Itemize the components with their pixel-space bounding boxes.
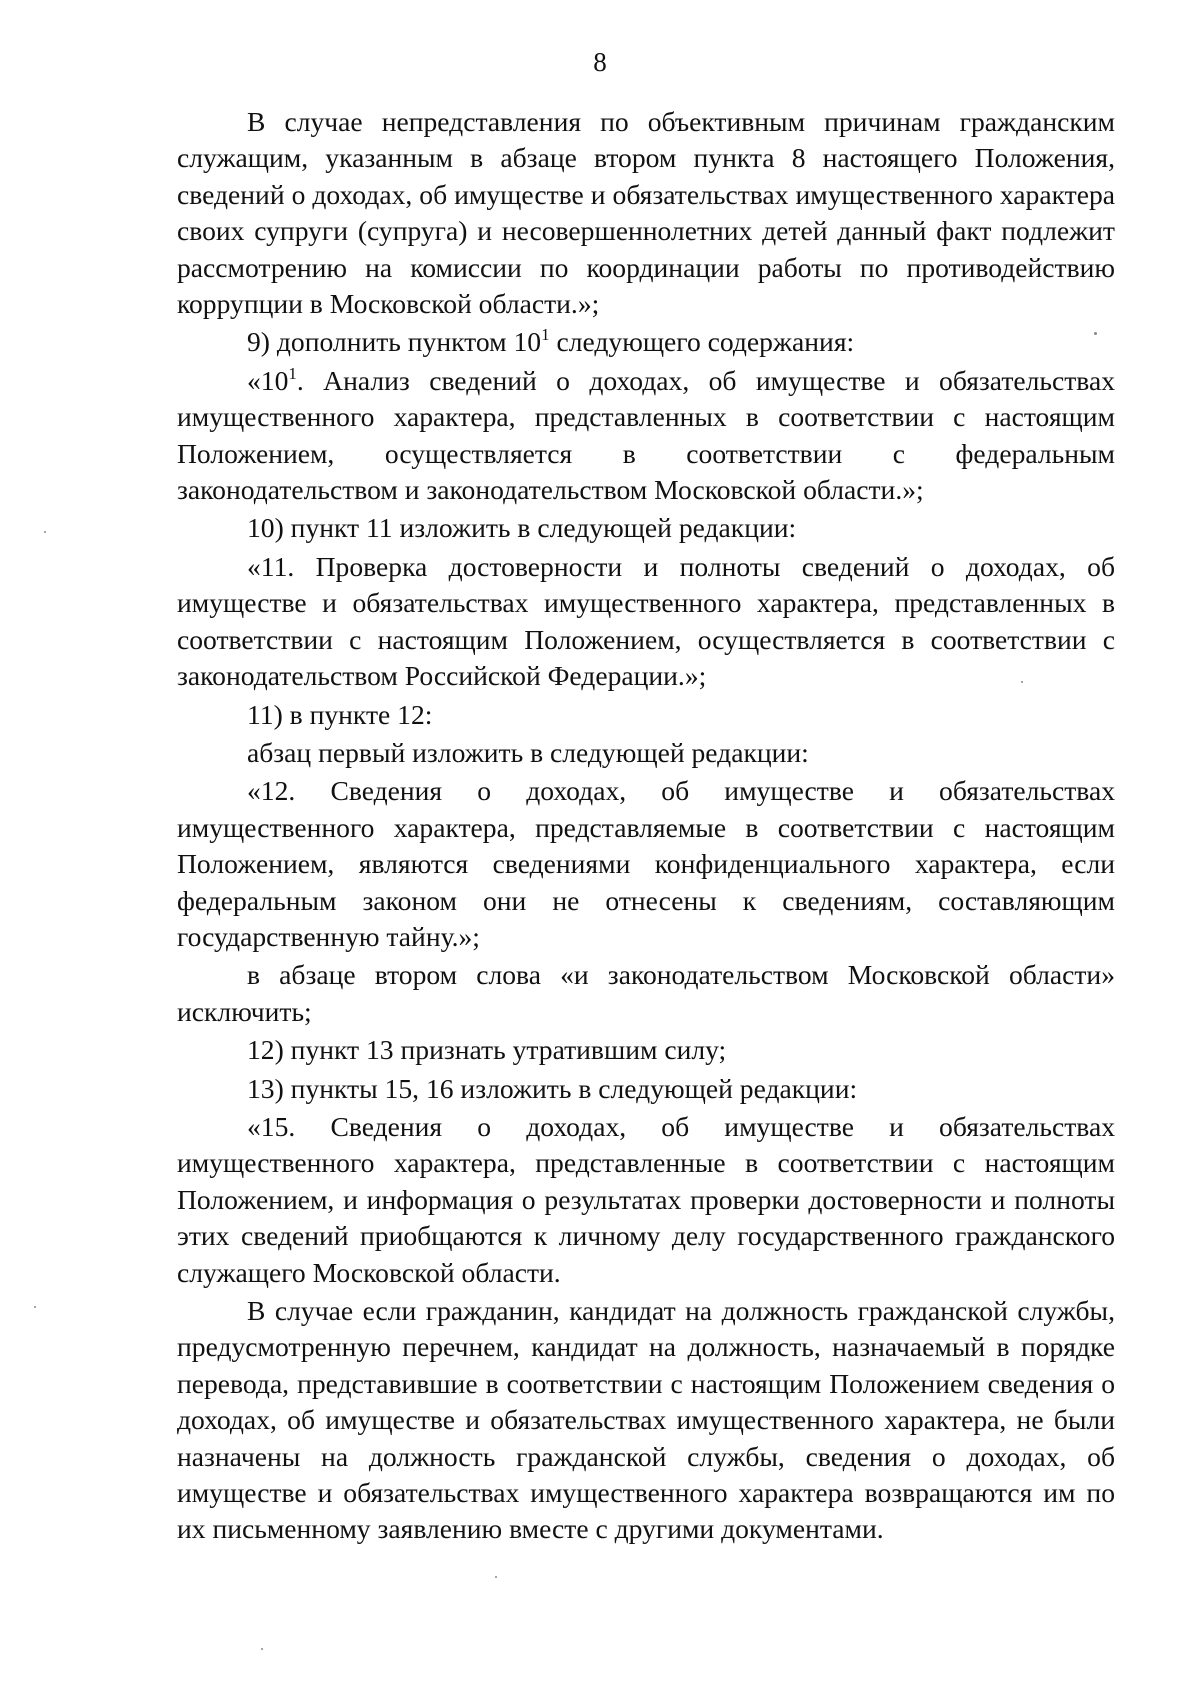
paragraph-11: 13) пункты 15, 16 изложить в следующей редакции: — [247, 1072, 858, 1104]
scan-speck — [1021, 681, 1023, 683]
paragraph-3 — [177, 363, 1115, 509]
scan-speck — [1094, 332, 1097, 335]
paragraph-12: «15. Сведения о доходах, об имуществе и обязательствах имущественного характера, представленные в соответствии с настоящим Положением, и информация о результатах проверки достоверности и полноты этих сведений приобщаются к личному делу государственного гражданского служащего Московской области. — [177, 1110, 1115, 1288]
paragraph-3-superscript: 1 — [288, 363, 297, 383]
paragraph-7: абзац первый изложить в следующей редакции: — [247, 736, 809, 768]
paragraph-2 — [177, 324, 1115, 360]
scan-speck — [34, 1306, 36, 1308]
paragraph-5: «11. Проверка достоверности и полноты сведений о доходах, об имуществе и обязательствах имущественного характера, представленных в соответствии с настоящим Положением, осуществляется в соответствии с законодательством Российской Федерации.»; — [177, 550, 1115, 692]
paragraph-9: в абзаце втором слова «и законодательством Московской области» исключить; — [177, 959, 1115, 1027]
paragraph-2-text-start: 9) дополнить пунктом 10 — [247, 326, 542, 358]
paragraph-10: 12) пункт 13 признать утратившим силу; — [247, 1034, 727, 1066]
paragraph-3-text-start: «10 — [247, 364, 289, 396]
paragraph-4: 10) пункт 11 изложить в следующей редакции: — [247, 512, 797, 544]
scan-speck — [261, 1648, 263, 1650]
scan-speck — [495, 1576, 497, 1578]
paragraph-6: 11) в пункте 12: — [247, 698, 433, 730]
paragraph-8: «12. Сведения о доходах, об имуществе и обязательствах имущественного характера, представляемые в соответствии с настоящим Положением, являются сведениями конфиденциального характера, если федеральным законом они не отнесены к сведениям, составляющим государственную тайну.»; — [177, 775, 1115, 952]
scan-speck — [44, 531, 46, 533]
paragraph-2-text-end: следующего содержания: — [549, 326, 855, 358]
paragraph-13: В случае если гражданин, кандидат на должность гражданской службы, предусмотренную перечнем, кандидат на должность, назначаемый в порядке перевода, представившие в соответствии с настоящим Положением сведения о доходах, об имуществе и обязательствах имущественного характера, не были назначены на должность гражданской службы, сведения о доходах, об имуществе и обязательствах имущественного характера возвращаются им по их письменному заявлению вместе с другими документами. — [177, 1295, 1115, 1545]
paragraph-3-text-end: . Анализ сведений о доходах, об имуществе и обязательствах имущественного характера, представленных в соответствии с настоящим Положением, осуществляется в соответствии с федеральным законодательством и законодательством Московской области.»; — [177, 364, 1115, 506]
document-body — [177, 104, 1115, 1550]
paragraph-1: В случае непредставления по объективным причинам гражданским служащим, указанным в абзаце втором пункта 8 настоящего Положения, сведений о доходах, об имуществе и обязательствах имущественного характера своих супруги (супруга) и несовершеннолетних детей данный факт подлежит рассмотрению на комиссии по координации работы по противодействию коррупции в Московской области.»; — [177, 106, 1115, 320]
paragraph-2-superscript: 1 — [541, 325, 550, 345]
page-number: 8 — [593, 47, 607, 77]
